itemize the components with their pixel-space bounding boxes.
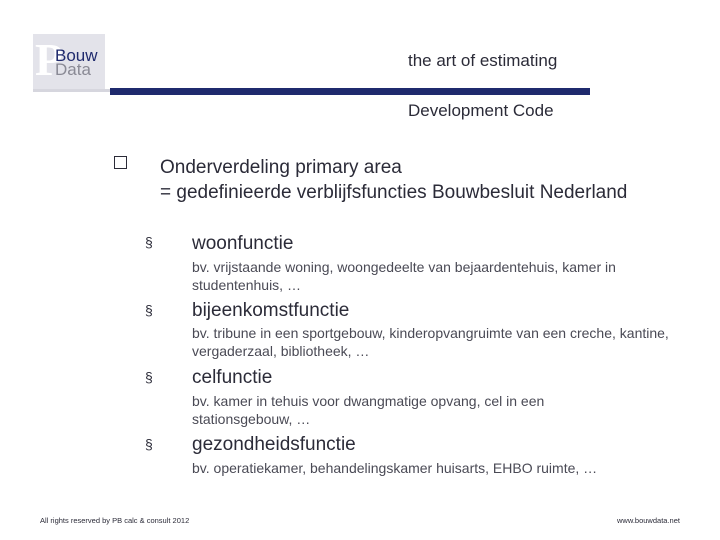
header-rule bbox=[33, 89, 110, 92]
item-description: bv. vrijstaande woning, woongedeelte van bejaardentehuis, kamer in studentenhuis, … bbox=[192, 259, 616, 293]
item-title: woonfunctie bbox=[192, 233, 294, 254]
logo-line-bouw: Bouw bbox=[55, 46, 98, 65]
main-point bbox=[160, 155, 627, 205]
logo bbox=[33, 34, 108, 90]
footer-website: www.bouwdata.net bbox=[617, 516, 680, 525]
section-bullet-icon: § bbox=[145, 302, 153, 318]
header-blue-bar bbox=[110, 88, 590, 95]
item-description: bv. tribune in een sportgebouw, kinderopvangruimte van een creche, kantine, vergaderzaal, bibliotheek, … bbox=[192, 325, 669, 359]
main-point-line-2: = gedefinieerde verblijfsfuncties Bouwbesluit Nederland bbox=[160, 182, 628, 203]
item-title: bijeenkomstfunctie bbox=[192, 300, 350, 321]
item-title: celfunctie bbox=[192, 367, 273, 388]
section-bullet-icon: § bbox=[145, 234, 153, 250]
square-bullet-icon bbox=[114, 156, 127, 169]
tagline: the art of estimating bbox=[408, 51, 558, 70]
item-description: bv. kamer in tehuis voor dwangmatige opvang, cel in een stationsgebouw, … bbox=[192, 393, 545, 427]
footer-copyright: All rights reserved by PB calc & consult 2012 bbox=[40, 516, 190, 525]
logo-letter: P bbox=[35, 34, 58, 85]
main-point-line-1: Onderverdeling primary area bbox=[160, 157, 402, 178]
section-title: Development Code bbox=[408, 101, 554, 120]
section-bullet-icon: § bbox=[145, 436, 153, 452]
item-description: bv. operatiekamer, behandelingskamer huisarts, EHBO ruimte, … bbox=[192, 460, 598, 476]
logo-line-data: Data bbox=[55, 60, 91, 79]
section-bullet-icon: § bbox=[145, 369, 153, 385]
item-title: gezondheidsfunctie bbox=[192, 434, 356, 455]
